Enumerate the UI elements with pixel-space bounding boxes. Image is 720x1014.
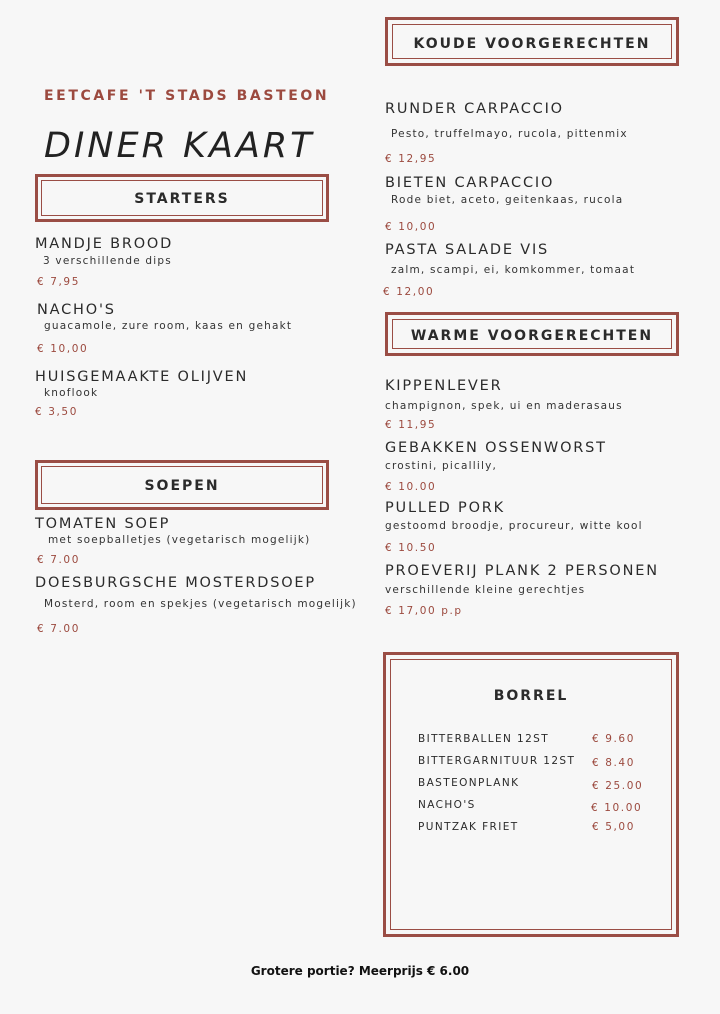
warme-header-box xyxy=(385,312,679,356)
starters-header-box xyxy=(35,174,329,222)
borrel-price-3: € 25.00 xyxy=(592,780,644,792)
koude-heading: KOUDE VOORGERECHTEN xyxy=(413,36,651,52)
koude-desc-3: zalm, scampi, ei, komkommer, tomaat xyxy=(391,264,636,276)
soep-price-2: € 7.00 xyxy=(37,623,80,635)
borrel-name-3: BASTEONPLANK xyxy=(418,777,520,789)
starter-name-1: MANDJE BROOD xyxy=(35,236,174,252)
warme-name-3: PULLED PORK xyxy=(385,500,505,516)
warme-price-3: € 10.50 xyxy=(385,542,437,554)
borrel-heading: BORREL xyxy=(493,688,569,704)
soep-desc-1: met soepballetjes (vegetarisch mogelijk) xyxy=(48,534,311,546)
menu-title: DINER KAART xyxy=(44,126,315,166)
borrel-box xyxy=(383,652,679,937)
starter-desc-2: guacamole, zure room, kaas en gehakt xyxy=(44,320,293,332)
warme-price-1: € 11,95 xyxy=(385,419,437,431)
warme-name-4: PROEVERIJ PLANK 2 PERSONEN xyxy=(385,563,659,579)
koude-desc-2: Rode biet, aceto, geitenkaas, rucola xyxy=(391,194,624,206)
borrel-price-4: € 10.00 xyxy=(591,802,643,814)
starter-name-3: HUISGEMAAKTE OLIJVEN xyxy=(35,369,249,385)
starter-price-1: € 7,95 xyxy=(37,276,80,288)
warme-desc-2: crostini, picallily, xyxy=(385,460,498,472)
borrel-price-1: € 9.60 xyxy=(592,733,635,745)
starter-desc-3: knoflook xyxy=(44,387,99,399)
koude-price-1: € 12,95 xyxy=(385,153,437,165)
starter-name-2: NACHO'S xyxy=(37,302,116,318)
borrel-name-4: NACHO'S xyxy=(418,799,476,811)
borrel-name-2: BITTERGARNITUUR 12ST xyxy=(418,755,576,767)
footer-note: Grotere portie? Meerprijs € 6.00 xyxy=(250,964,470,978)
warme-price-4: € 17,00 p.p xyxy=(385,605,463,617)
koude-name-2: BIETEN CARPACCIO xyxy=(385,175,555,191)
soepen-heading: SOEPEN xyxy=(144,478,220,494)
koude-name-1: RUNDER CARPACCIO xyxy=(385,101,564,117)
warme-name-1: KIPPENLEVER xyxy=(385,378,503,394)
koude-header-box xyxy=(385,17,679,66)
borrel-price-2: € 8.40 xyxy=(592,757,635,769)
borrel-name-5: PUNTZAK FRIET xyxy=(418,821,519,833)
soep-name-1: TOMATEN SOEP xyxy=(35,516,171,532)
starter-price-2: € 10,00 xyxy=(37,343,89,355)
soep-price-1: € 7.00 xyxy=(37,554,80,566)
restaurant-name: EETCAFE 'T STADS BASTEON xyxy=(44,88,330,104)
warme-name-2: GEBAKKEN OSSENWORST xyxy=(385,440,607,456)
starter-desc-1: 3 verschillende dips xyxy=(43,255,172,267)
warme-price-2: € 10.00 xyxy=(385,481,437,493)
soep-desc-2: Mosterd, room en spekjes (vegetarisch mogelijk) xyxy=(44,598,357,610)
koude-name-3: PASTA SALADE VIS xyxy=(385,242,550,258)
warme-desc-4: verschillende kleine gerechtjes xyxy=(385,584,586,596)
starters-heading: STARTERS xyxy=(134,191,230,207)
warme-desc-1: champignon, spek, ui en maderasaus xyxy=(385,400,623,412)
koude-price-3: € 12,00 xyxy=(383,286,435,298)
borrel-price-5: € 5,00 xyxy=(592,821,635,833)
warme-heading: WARME VOORGERECHTEN xyxy=(410,328,654,344)
koude-desc-1: Pesto, truffelmayo, rucola, pittenmix xyxy=(391,128,628,140)
starter-price-3: € 3,50 xyxy=(35,406,78,418)
soep-name-2: DOESBURGSCHE MOSTERDSOEP xyxy=(35,575,316,591)
soepen-header-box xyxy=(35,460,329,510)
warme-desc-3: gestoomd broodje, procureur, witte kool xyxy=(385,520,643,532)
koude-price-2: € 10,00 xyxy=(385,221,437,233)
borrel-name-1: BITTERBALLEN 12ST xyxy=(418,733,550,745)
